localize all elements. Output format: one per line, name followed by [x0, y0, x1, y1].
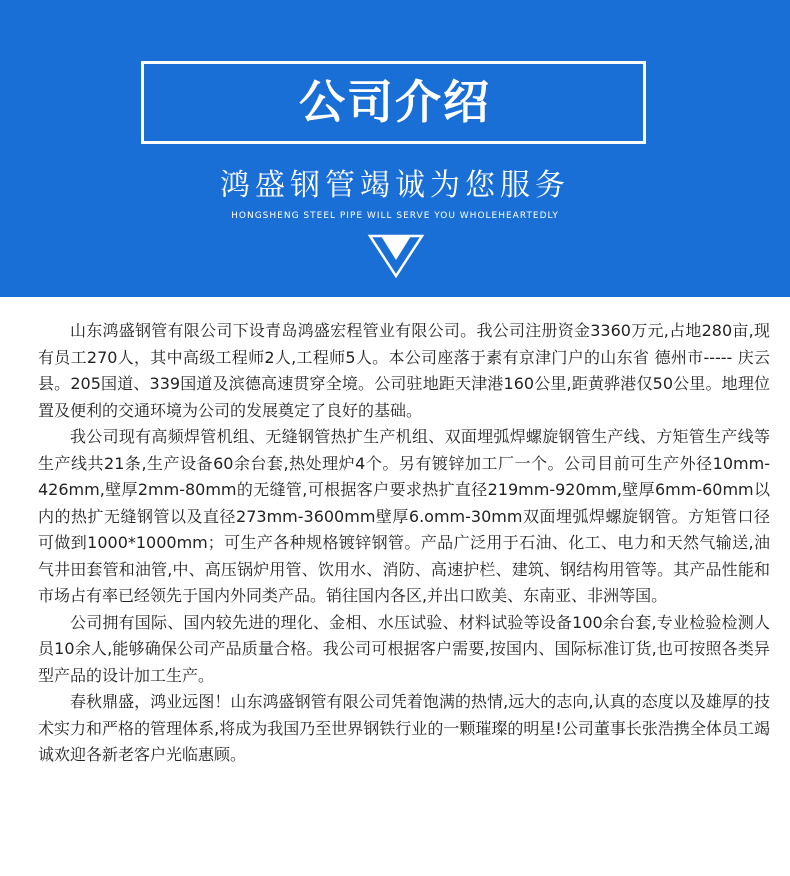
- paragraph-production: 我公司现有高频焊管机组、无缝钢管热扩生产机组、双面埋弧焊螺旋钢管生产线、方矩管生产线等生产线共21条,生产设备60余台套,热处理炉4个。另有镀锌加工厂一个。公司目前可生产外径10mm-426mm,壁厚2mm-80mm的无缝管,可根据客户要求热扩直径219mm-920mm,壁厚6mm-60mm以内的热扩无缝钢管以及直径273mm-3600mm壁厚6.omm-30mm双面埋弧焊螺旋钢管。方矩管口径可做到1000*1000mm；可生产各种规格镀锌钢管。产品广泛用于石油、化工、电力和天然气输送,油气井田套管和油管,中、高压锅炉用管、饮用水、消防、高速护栏、建筑、钢结构用管等。其产品性能和市场占有率已经领先于国内外同类产品。销往国内各区,并出口欧美、东南亚、非洲等国。: [38, 427, 770, 605]
- company-introduction: [38, 318, 770, 769]
- slogan: 鸿盛钢管竭诚为您服务: [220, 168, 570, 203]
- down-chevron-triangle-icon: [367, 232, 425, 280]
- page-title: 公司介绍: [299, 75, 491, 129]
- paragraph-quality: 公司拥有国际、国内较先进的理化、金相、水压试验、材料试验等设备100余台套,专业检验检测人员10余人,能够确保公司产品质量合格。我公司可根据客户需要,按国内、国际标准订货,也可按照各类异型产品的设计加工生产。: [38, 612, 770, 685]
- slogan-english: HONGSHENG STEEL PIPE WILL SERVE YOU WHOLEHEARTEDLY: [231, 211, 559, 221]
- header-banner: [0, 0, 790, 297]
- paragraph-overview: 山东鸿盛钢管有限公司下设青岛鸿盛宏程管业有限公司。我公司注册资金3360万元,占地280亩,现有员工270人，其中高级工程师2人,工程师5人。本公司座落于素有京津门户的山东省 德州市----- 庆云县。205国道、339国道及滨德高速贯穿全境。公司驻地距天津港160公里,距黄骅港仅50公里。地理位置及便利的交通环境为公司的发展奠定了良好的基础。: [38, 321, 770, 420]
- paragraph-closing: 春秋鼎盛，鸿业远图！山东鸿盛钢管有限公司凭着饱满的热情,远大的志向,认真的态度以及雄厚的技术实力和严格的管理体系,将成为我国乃至世界钢铁行业的一颗璀璨的明星!公司董事长张浩携全体员工竭诚欢迎各新老客户光临惠顾。: [38, 692, 770, 764]
